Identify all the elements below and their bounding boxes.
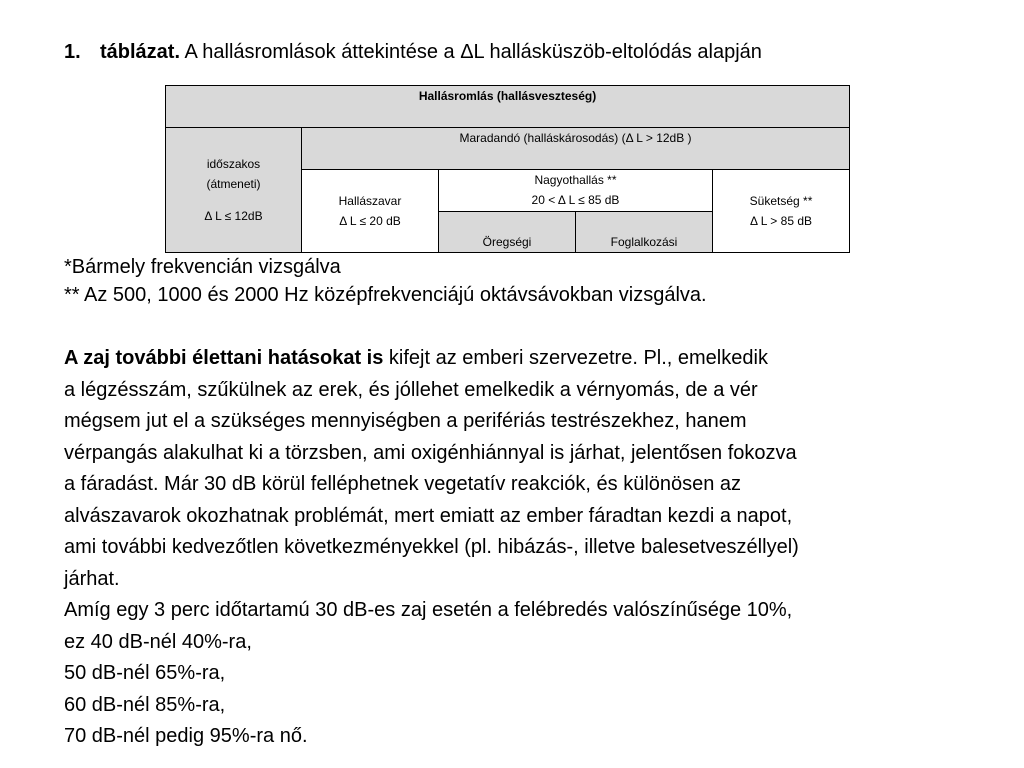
temporary-line3: Δ L ≤ 12dB: [204, 209, 263, 223]
cell-suketseg: [713, 170, 850, 253]
para1-line: járhat.: [64, 567, 120, 590]
cell-temporary: [166, 128, 302, 253]
para1-line: mégsem jut el a szükséges mennyiségben a perifériás testrészekhez, hanem: [64, 410, 747, 432]
hearing-loss-table: [165, 85, 850, 253]
temporary-line1: időszakos: [206, 157, 261, 171]
table-header-hallasromlas: Hallásromlás (hallásveszteség): [166, 86, 850, 128]
nagyothallas-line1: Nagyothallás **: [534, 173, 617, 187]
cell-oregsegi: Öregségi: [439, 212, 576, 253]
temporary-line2: (átmeneti): [206, 177, 261, 191]
note-1: *Bármely frekvencián vizsgálva: [64, 256, 341, 278]
body-text: [64, 343, 1019, 753]
para1-line: vérpangás alakulhat ki a törzsben, ami oxigénhiánnyal is járhat, jelentősen fokozva: [64, 441, 797, 464]
para1-line1: [64, 343, 1019, 375]
hallaszavar-line2: Δ L ≤ 20 dB: [339, 214, 401, 228]
cell-hallaszavar: [302, 170, 439, 253]
para1-line1-rest: kifejt az emberi szervezetre. Pl., emelkedik: [383, 347, 768, 369]
para2-line: 60 dB-nél 85%-ra,: [64, 693, 226, 716]
caption-title-bold: táblázat.: [100, 41, 181, 63]
caption-title-rest: A hallásromlások áttekintése a ΔL hallásküszöb-eltolódás alapján: [180, 41, 762, 63]
para1-line: a légzésszám, szűkülnek az erek, és jóllehet emelkedik a vérnyomás, de a vér: [64, 378, 758, 401]
para2-line: 70 dB-nél pedig 95%-ra nő.: [64, 725, 308, 747]
para1-line: ami további kedvezőtlen következményekkel (pl. hibázás-, illetve balesetveszéllyel): [64, 536, 799, 558]
nagyothallas-line2: 20 < Δ L ≤ 85 dB: [531, 193, 620, 207]
cell-nagyothallas: [439, 170, 713, 212]
caption-number: 1.: [64, 41, 81, 63]
para2-line: 50 dB-nél 65%-ra,: [64, 662, 226, 684]
para1-line: alvászavarok okozhatnak problémát, mert emiatt az ember fáradtan kezdi a napot,: [64, 504, 793, 527]
cell-permanent: Maradandó (halláskárosodás) (Δ L > 12dB ): [302, 128, 850, 170]
suketseg-line2: Δ L > 85 dB: [750, 214, 812, 228]
para2-line: Amíg egy 3 perc időtartamú 30 dB-es zaj esetén a felébredés valószínűsége 10%,: [64, 599, 793, 621]
table-caption: [64, 38, 762, 66]
para2-line: ez 40 dB-nél 40%-ra,: [64, 630, 252, 653]
para1-line: a fáradást. Már 30 dB körül felléphetnek vegetatív reakciók, és különösen az: [64, 473, 742, 495]
suketseg-line1: Süketség **: [749, 194, 813, 208]
table-notes: [64, 253, 707, 309]
cell-foglalkozasi: Foglalkozási: [576, 212, 713, 253]
hallaszavar-line1: Hallászavar: [338, 194, 402, 208]
note-2: ** Az 500, 1000 és 2000 Hz középfrekvenciájú oktávsávokban vizsgálva.: [64, 284, 707, 306]
para1-bold: A zaj további élettani hatásokat is: [64, 347, 384, 369]
